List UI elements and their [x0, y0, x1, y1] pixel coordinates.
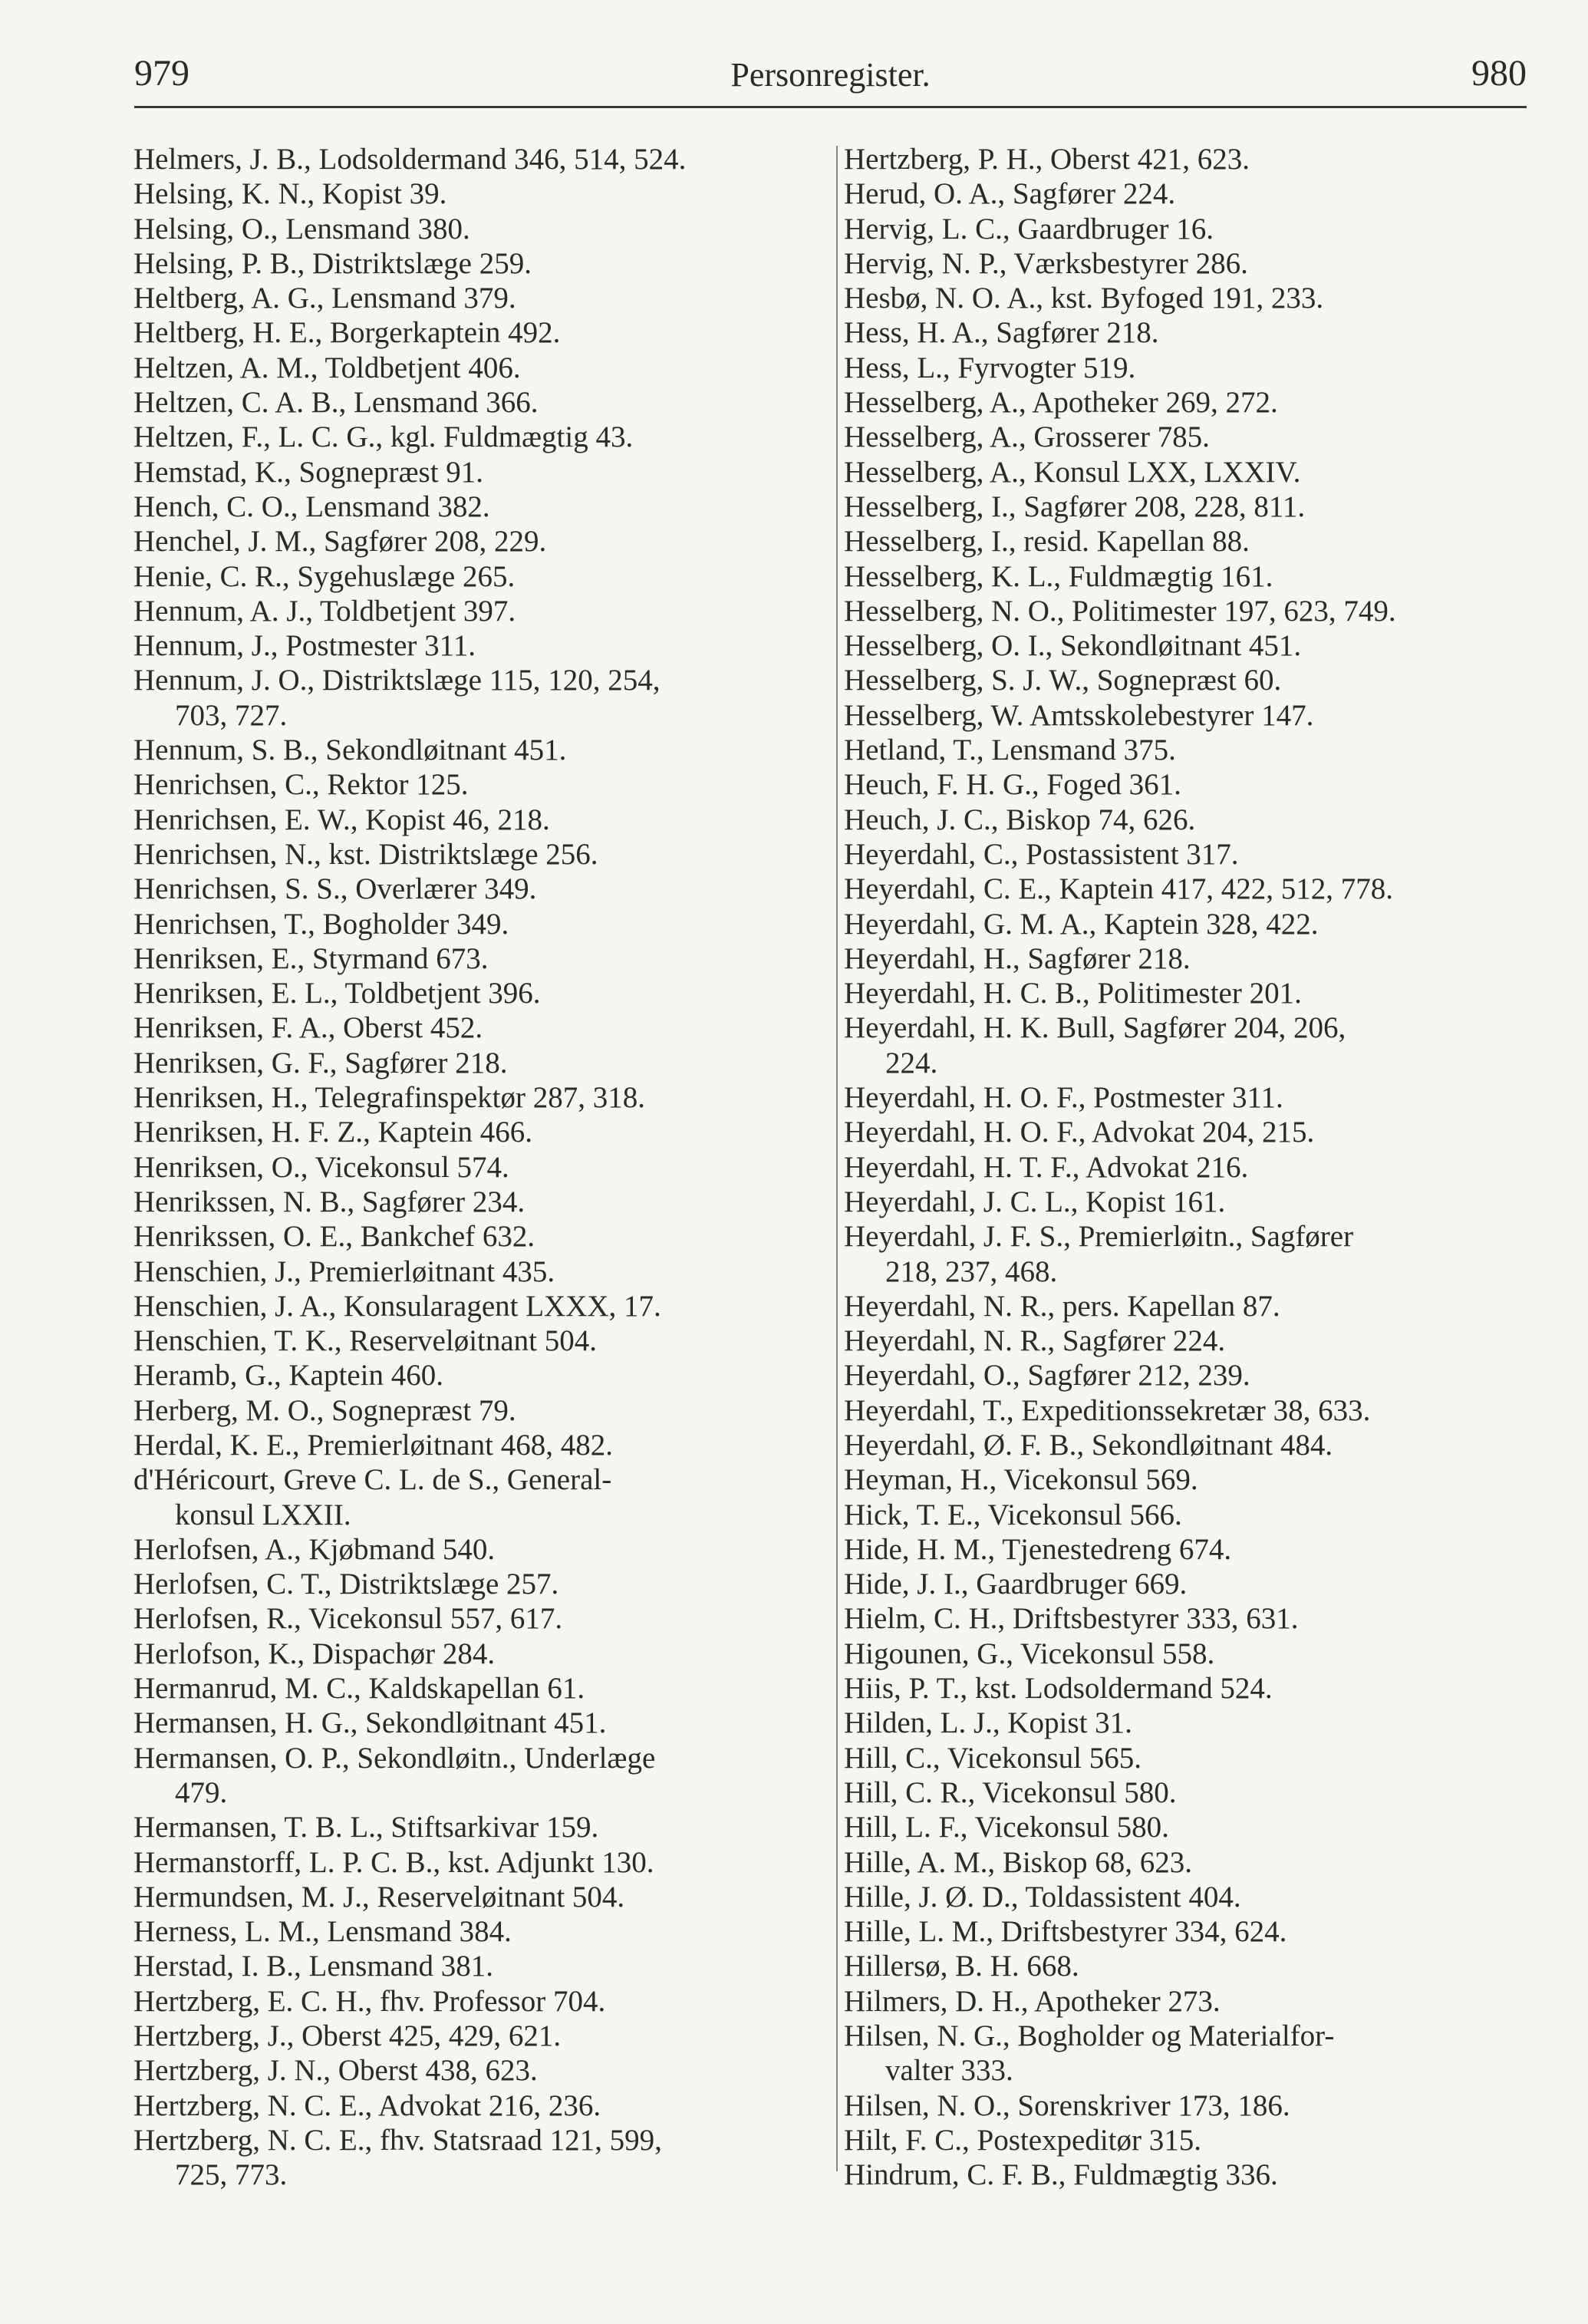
register-entry: Henriksen, H., Telegrafinspektør 287, 318. — [133, 1081, 645, 1115]
register-entry: Hesselberg, O. I., Sekondløitnant 451. — [844, 629, 1302, 663]
register-entry: Hill, C. R., Vicekonsul 580. — [844, 1775, 1177, 1809]
page-number-right: 980 — [1471, 53, 1527, 94]
register-entry-continuation: valter 333. — [885, 2054, 1013, 2088]
register-entry: Heyerdahl, T., Expeditionssekretær 38, 633. — [844, 1393, 1371, 1427]
register-entry: Helsing, P. B., Distriktslæge 259. — [133, 246, 532, 280]
register-entry: Hermansen, H. G., Sekondløitnant 451. — [133, 1706, 607, 1740]
register-entry: Heyerdahl, G. M. A., Kaptein 328, 422. — [844, 907, 1319, 941]
register-entry: Heyman, H., Vicekonsul 569. — [844, 1463, 1198, 1497]
register-entry: Heltzen, C. A. B., Lensmand 366. — [133, 386, 539, 420]
register-entry: Herness, L. M., Lensmand 384. — [133, 1915, 512, 1949]
register-entry: Hervig, N. P., Værksbestyrer 286. — [844, 246, 1248, 280]
register-entry: Henriksen, G. F., Sagfører 218. — [133, 1046, 508, 1080]
register-entry: Hench, C. O., Lensmand 382. — [133, 490, 490, 523]
register-entry: Hille, A. M., Biskop 68, 623. — [844, 1845, 1192, 1879]
register-entry: Hermansen, T. B. L., Stiftsarkivar 159. — [133, 1811, 599, 1844]
register-entry: Hermundsen, M. J., Reserveløitnant 504. — [133, 1880, 625, 1914]
register-entry: Henie, C. R., Sygehuslæge 265. — [133, 559, 516, 593]
register-entry: Heyerdahl, C. E., Kaptein 417, 422, 512, 778. — [844, 872, 1393, 906]
register-entry: Heyerdahl, Ø. F. B., Sekondløitnant 484. — [844, 1428, 1333, 1462]
register-entry: Helsing, O., Lensmand 380. — [133, 212, 470, 246]
register-entry: Hesselberg, N. O., Politimester 197, 623, 749. — [844, 594, 1396, 628]
register-entry-continuation: konsul LXXII. — [175, 1498, 351, 1531]
register-entry: Hilsen, N. O., Sorenskriver 173, 186. — [844, 2088, 1290, 2122]
register-entry: Herdal, K. E., Premierløitnant 468, 482. — [133, 1428, 613, 1462]
register-entry: Herud, O. A., Sagfører 224. — [844, 177, 1176, 211]
register-entry: Hille, J. Ø. D., Toldassistent 404. — [844, 1880, 1241, 1914]
register-entry: Henrikssen, N. B., Sagfører 234. — [133, 1185, 525, 1218]
register-entry: Hetland, T., Lensmand 375. — [844, 733, 1176, 767]
register-entry: Hess, L., Fyrvogter 519. — [844, 351, 1136, 384]
register-entry: Hilden, L. J., Kopist 31. — [844, 1706, 1132, 1740]
register-entry: Hennum, A. J., Toldbetjent 397. — [133, 594, 516, 628]
register-entry: Heltzen, A. M., Toldbetjent 406. — [133, 351, 521, 384]
page-header — [134, 52, 1527, 106]
register-entry: Henrichsen, S. S., Overlærer 349. — [133, 872, 537, 906]
register-entry: Hennum, J. O., Distriktslæge 115, 120, 254, — [133, 664, 661, 697]
register-entry: Hesselberg, K. L., Fuldmægtig 161. — [844, 559, 1273, 593]
register-entry: Herberg, M. O., Sognepræst 79. — [133, 1393, 516, 1427]
column-divider — [836, 146, 838, 2171]
register-entry: Herlofsen, R., Vicekonsul 557, 617. — [133, 1602, 563, 1636]
register-entry: Hesbø, N. O. A., kst. Byfoged 191, 233. — [844, 282, 1324, 315]
register-entry: Hille, L. M., Driftsbestyrer 334, 624. — [844, 1915, 1287, 1949]
register-entry: Hill, C., Vicekonsul 565. — [844, 1741, 1142, 1775]
register-entry: Hesselberg, W. Amtsskolebestyrer 147. — [844, 698, 1314, 732]
register-entry: Heyerdahl, J. F. S., Premierløitn., Sagfører — [844, 1220, 1354, 1254]
register-entry: Hertzberg, E. C. H., fhv. Professor 704. — [133, 1984, 606, 2018]
register-entry: Heyerdahl, H. T. F., Advokat 216. — [844, 1150, 1249, 1184]
right-column — [844, 142, 1527, 2193]
register-entry: Hermanrud, M. C., Kaldskapellan 61. — [133, 1672, 585, 1706]
register-entry: Hide, J. I., Gaardbruger 669. — [844, 1567, 1188, 1601]
register-entry: Hess, H. A., Sagfører 218. — [844, 316, 1159, 350]
register-entry: Hiis, P. T., kst. Lodsoldermand 524. — [844, 1672, 1273, 1706]
register-entry: Hertzberg, J. N., Oberst 438, 623. — [133, 2054, 538, 2088]
register-entry: Henriksen, E. L., Toldbetjent 396. — [133, 977, 541, 1010]
register-entry: Hesselberg, S. J. W., Sognepræst 60. — [844, 664, 1282, 697]
register-entry: Hermanstorff, L. P. C. B., kst. Adjunkt 130. — [133, 1845, 654, 1879]
register-entry: Henrichsen, E. W., Kopist 46, 218. — [133, 803, 550, 836]
register-entry: Hertzberg, J., Oberst 425, 429, 621. — [133, 2019, 562, 2053]
register-entry: Henrichsen, C., Rektor 125. — [133, 768, 469, 802]
register-entry: Henrikssen, O. E., Bankchef 632. — [133, 1220, 535, 1254]
register-entry: Heyerdahl, O., Sagfører 212, 239. — [844, 1359, 1250, 1393]
page-number-left: 979 — [134, 53, 189, 94]
register-entry: Hennum, S. B., Sekondløitnant 451. — [133, 733, 567, 767]
register-entry: Hesselberg, I., resid. Kapellan 88. — [844, 525, 1250, 559]
register-entry: Hermansen, O. P., Sekondløitn., Underlæge — [133, 1741, 656, 1775]
register-entry: Heyerdahl, H. O. F., Advokat 204, 215. — [844, 1116, 1315, 1149]
register-entry: Henriksen, H. F. Z., Kaptein 466. — [133, 1116, 533, 1149]
register-entry: Hertzberg, N. C. E., fhv. Statsraad 121, 599, — [133, 2123, 662, 2157]
register-entry: Henschien, J., Premierløitnant 435. — [133, 1254, 555, 1288]
register-entry: Hesselberg, I., Sagfører 208, 228, 811. — [844, 490, 1306, 523]
register-entry: Hertzberg, P. H., Oberst 421, 623. — [844, 143, 1250, 176]
register-entry: Herlofsen, A., Kjøbmand 540. — [133, 1532, 496, 1566]
register-entry: Hindrum, C. F. B., Fuldmægtig 336. — [844, 2158, 1278, 2192]
register-entry: d'Héricourt, Greve C. L. de S., General- — [133, 1463, 612, 1497]
left-column — [133, 142, 824, 2193]
register-entry: Heyerdahl, C., Postassistent 317. — [844, 837, 1239, 871]
register-entry: Hilt, F. C., Postexpeditør 315. — [844, 2123, 1201, 2157]
register-entry: Heltzen, F., L. C. G., kgl. Fuldmægtig 43. — [133, 420, 634, 454]
page-title: Personregister. — [730, 56, 931, 94]
register-entry-continuation: 224. — [885, 1046, 938, 1080]
register-entry: Heyerdahl, H. C. B., Politimester 201. — [844, 977, 1302, 1010]
register-entry-continuation: 725, 773. — [175, 2158, 288, 2192]
register-entry-continuation: 479. — [175, 1775, 228, 1809]
register-entry: Herlofson, K., Dispachør 284. — [133, 1637, 496, 1670]
register-entry: Herlofsen, C. T., Distriktslæge 257. — [133, 1567, 559, 1601]
register-entry: Heuch, J. C., Biskop 74, 626. — [844, 803, 1196, 836]
register-entry: Helmers, J. B., Lodsoldermand 346, 514, 524. — [133, 143, 687, 176]
register-entry: Henschien, J. A., Konsularagent LXXX, 17. — [133, 1289, 661, 1323]
register-entry: Hennum, J., Postmester 311. — [133, 629, 476, 663]
register-entry: Henriksen, O., Vicekonsul 574. — [133, 1150, 509, 1184]
register-entry: Hillersø, B. H. 668. — [844, 1950, 1079, 1983]
register-entry: Henschien, T. K., Reserveløitnant 504. — [133, 1324, 598, 1358]
register-entry: Hielm, C. H., Driftsbestyrer 333, 631. — [844, 1602, 1299, 1636]
register-entry: Heyerdahl, H. K. Bull, Sagfører 204, 206, — [844, 1011, 1346, 1045]
register-entry: Heyerdahl, H., Sagfører 218. — [844, 941, 1191, 975]
register-entry: Hemstad, K., Sognepræst 91. — [133, 455, 484, 489]
register-entry: Hide, H. M., Tjenestedreng 674. — [844, 1532, 1232, 1566]
register-entry: Hervig, L. C., Gaardbruger 16. — [844, 212, 1214, 246]
register-entry: Henrichsen, T., Bogholder 349. — [133, 907, 509, 941]
register-entry: Hesselberg, A., Grosserer 785. — [844, 420, 1210, 454]
register-entry: Higounen, G., Vicekonsul 558. — [844, 1637, 1215, 1670]
register-entry: Hick, T. E., Vicekonsul 566. — [844, 1498, 1182, 1531]
register-entry: Heuch, F. H. G., Foged 361. — [844, 768, 1181, 802]
register-entry: Hertzberg, N. C. E., Advokat 216, 236. — [133, 2088, 601, 2122]
register-entry: Heltberg, A. G., Lensmand 379. — [133, 282, 516, 315]
header-rule — [134, 106, 1527, 108]
register-entry: Henriksen, E., Styrmand 673. — [133, 941, 489, 975]
register-entry: Heyerdahl, H. O. F., Postmester 311. — [844, 1081, 1283, 1115]
register-entry: Henrichsen, N., kst. Distriktslæge 256. — [133, 837, 598, 871]
register-entry: Hill, L. F., Vicekonsul 580. — [844, 1811, 1169, 1844]
register-entry: Hesselberg, A., Apotheker 269, 272. — [844, 386, 1278, 420]
register-entry: Henchel, J. M., Sagfører 208, 229. — [133, 525, 547, 559]
register-entry: Heyerdahl, N. R., pers. Kapellan 87. — [844, 1289, 1280, 1323]
register-entry-continuation: 218, 237, 468. — [885, 1254, 1058, 1288]
register-entry: Heramb, G., Kaptein 460. — [133, 1359, 443, 1393]
register-entry-continuation: 703, 727. — [175, 698, 288, 732]
register-entry: Heltberg, H. E., Borgerkaptein 492. — [133, 316, 561, 350]
register-entry: Hilsen, N. G., Bogholder og Materialfor- — [844, 2019, 1335, 2053]
register-entry: Heyerdahl, J. C. L., Kopist 161. — [844, 1185, 1226, 1218]
register-entry: Herstad, I. B., Lensmand 381. — [133, 1950, 493, 1983]
register-entry: Hilmers, D. H., Apotheker 273. — [844, 1984, 1221, 2018]
register-entry: Hesselberg, A., Konsul LXX, LXXIV. — [844, 455, 1301, 489]
register-entry: Henriksen, F. A., Oberst 452. — [133, 1011, 483, 1045]
register-entry: Helsing, K. N., Kopist 39. — [133, 177, 447, 211]
register-entry: Heyerdahl, N. R., Sagfører 224. — [844, 1324, 1226, 1358]
